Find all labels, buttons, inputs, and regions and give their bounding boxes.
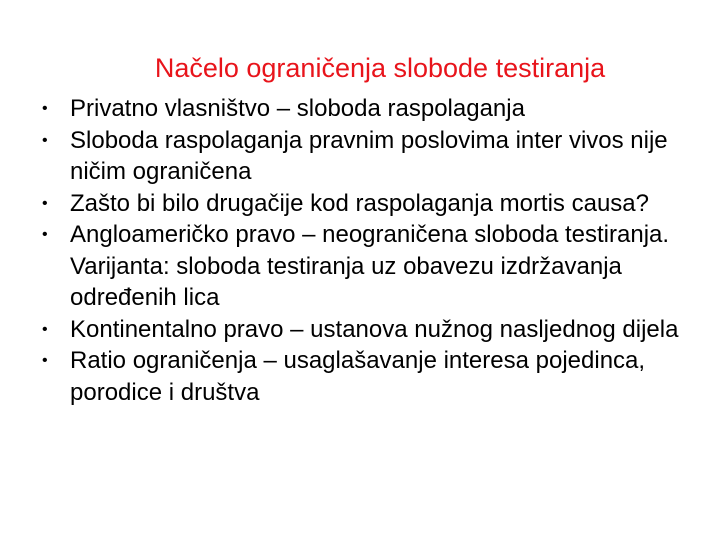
bullet-text: Privatno vlasništvo – sloboda raspolaganja (70, 95, 525, 122)
bullet-item (42, 219, 682, 314)
bullet-item (42, 188, 682, 220)
bullet-dot-icon: • (42, 352, 48, 369)
bullet-text: Zašto bi bilo drugačije kod raspolaganja mortis causa? (70, 189, 649, 217)
slide-title: Načelo ograničenja slobode testiranja (154, 53, 606, 83)
bullet-item (42, 93, 682, 125)
bullet-text: Sloboda raspolaganja pravnim poslovima inter vivos nije ničim ograničena (70, 126, 668, 185)
bullet-list (42, 93, 682, 408)
bullet-text: Angloameričko pravo – neograničena sloboda testiranja. Varijanta: sloboda testiranja uz obavezu izdržavanja određenih lica (70, 221, 670, 311)
bullet-text: Ratio ograničenja – usaglašavanje interesa pojedinca, porodice i društva (70, 347, 646, 406)
bullet-dot-icon: • (42, 131, 48, 149)
bullet-dot-icon: • (42, 226, 48, 243)
bullet-dot-icon: • (42, 194, 48, 212)
bullet-text: Kontinentalno pravo – ustanova nužnog nasljednog dijela (70, 315, 679, 343)
bullet-dot-icon: • (42, 320, 48, 338)
bullet-item (42, 125, 682, 188)
bullet-item (42, 314, 682, 346)
bullet-dot-icon: • (42, 100, 48, 117)
bullet-item (42, 345, 682, 408)
